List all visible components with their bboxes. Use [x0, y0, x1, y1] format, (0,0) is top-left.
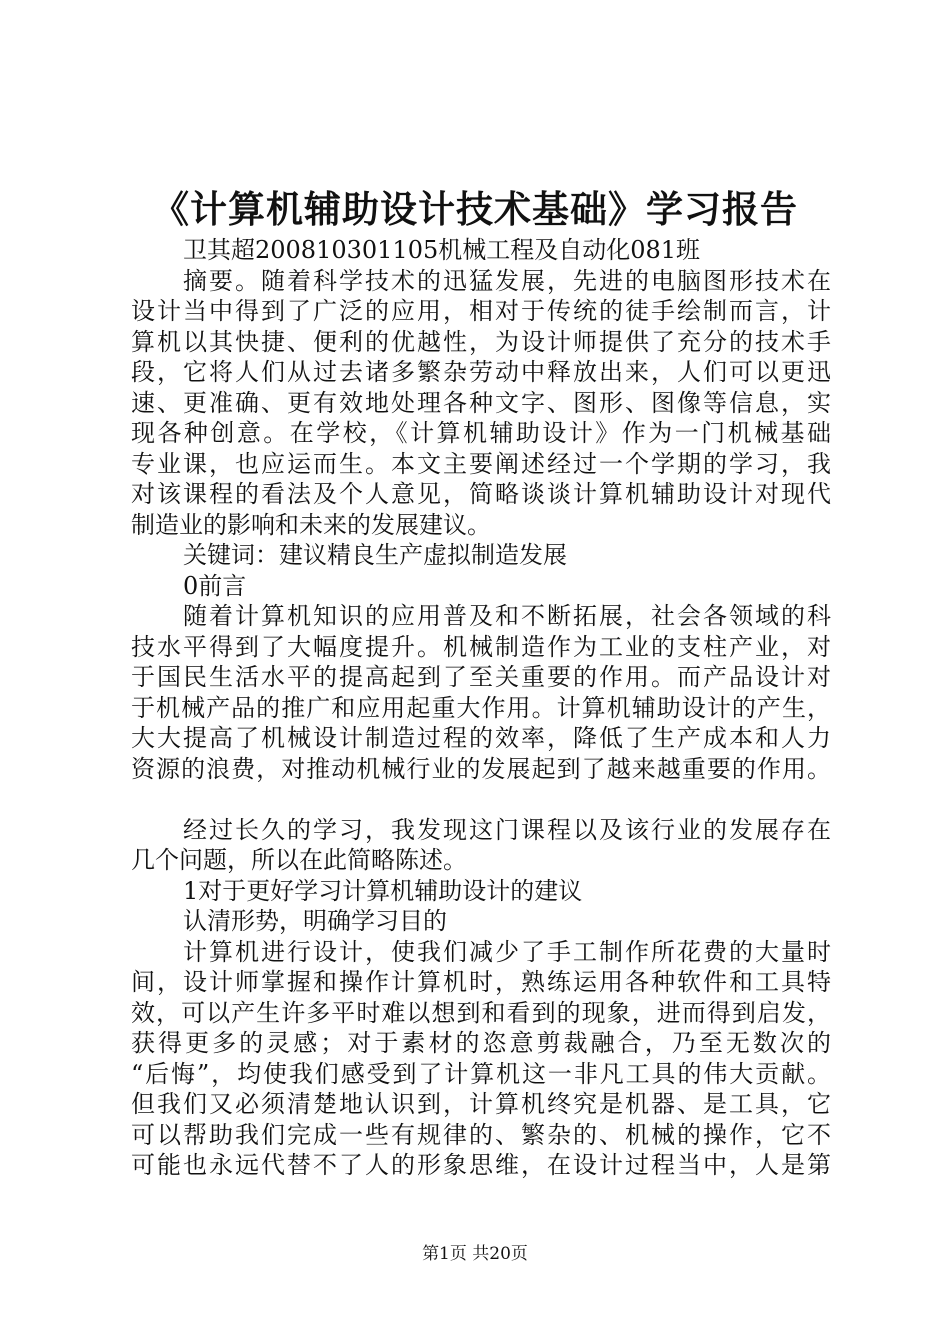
paragraph-line: 间，设计师掌握和操作计算机时，熟练运用各种软件和工具特 — [131, 968, 831, 996]
paragraph-line: 1对于更好学习计算机辅助设计的建议 — [183, 876, 583, 905]
paragraph-line: 卫其超200810301105机械工程及自动化081班 — [183, 236, 701, 264]
paragraph-line: 速、更准确、更有效地处理各种文字、图形、图像等信息，实 — [131, 388, 831, 417]
paragraph-line — [131, 784, 831, 815]
paragraph-line: 制造业的影响和未来的发展建议。 — [131, 510, 491, 539]
paragraph-line: 随着计算机知识的应用普及和不断拓展，社会各领域的科 — [183, 602, 831, 630]
paragraph-line: 资源的浪费，对推动机械行业的发展起到了越来越重要的作用。 — [131, 754, 831, 783]
paragraph-line: “后悔”，均使我们感受到了计算机这一非凡工具的伟大贡献。 — [131, 1059, 831, 1088]
paragraph-line: 段，它将人们从过去诸多繁杂劳动中释放出来，人们可以更迅 — [131, 358, 831, 386]
paragraph-line: 现各种创意。在学校，《计算机辅助设计》作为一门机械基础 — [131, 419, 831, 447]
paragraph-line: 可以帮助我们完成一些有规律的、繁杂的、机械的操作，它不 — [131, 1120, 831, 1149]
paragraph-line: 几个问题，所以在此简略陈述。 — [131, 846, 467, 874]
paragraph-line: 0前言 — [183, 571, 247, 600]
paragraph-line: 于机械产品的推广和应用起重大作用。计算机辅助设计的产生， — [131, 693, 831, 722]
paragraph-line: 算机以其快捷、便利的优越性，为设计师提供了充分的技术手 — [131, 327, 831, 356]
paragraph-line: 关键词：建议精良生产虚拟制造发展 — [183, 541, 567, 569]
paragraph-line: 计算机进行设计，使我们减少了手工制作所花费的大量时 — [183, 937, 831, 966]
paragraph-line: 获得更多的灵感；对于素材的恣意剪裁融合，乃至无数次的 — [131, 1029, 831, 1057]
document-body — [131, 235, 831, 1181]
paragraph-line: 专业课，也应运而生。本文主要阐述经过一个学期的学习，我 — [131, 449, 831, 478]
document-title: 《计算机辅助设计技术基础》学习报告 — [152, 187, 798, 231]
page-footer: 第1页 共20页 — [422, 1244, 528, 1264]
paragraph-line: 效，可以产生许多平时难以想到和看到的现象，进而得到启发， — [131, 998, 831, 1027]
paragraph-line: 大大提高了机械设计制造过程的效率，降低了生产成本和人力 — [131, 724, 831, 752]
paragraph-line: 但我们又必须清楚地认识到，计算机终究是机器、是工具，它 — [131, 1090, 831, 1118]
paragraph-line: 于国民生活水平的提高起到了至关重要的作用。而产品设计对 — [131, 663, 831, 691]
paragraph-line: 可能也永远代替不了人的形象思维，在设计过程当中，人是第 — [131, 1151, 831, 1179]
paragraph-line: 对该课程的看法及个人意见，简略谈谈计算机辅助设计对现代 — [131, 480, 831, 508]
paragraph-line: 设计当中得到了广泛的应用，相对于传统的徒手绘制而言，计 — [131, 297, 831, 325]
paragraph-line: 经过长久的学习，我发现这门课程以及该行业的发展存在 — [183, 815, 831, 844]
paragraph-line: 摘要。随着科学技术的迅猛发展，先进的电脑图形技术在 — [183, 266, 831, 295]
paragraph-line: 认清形势，明确学习目的 — [183, 907, 447, 935]
paragraph-line: 技水平得到了大幅度提升。机械制造作为工业的支柱产业，对 — [131, 632, 831, 661]
